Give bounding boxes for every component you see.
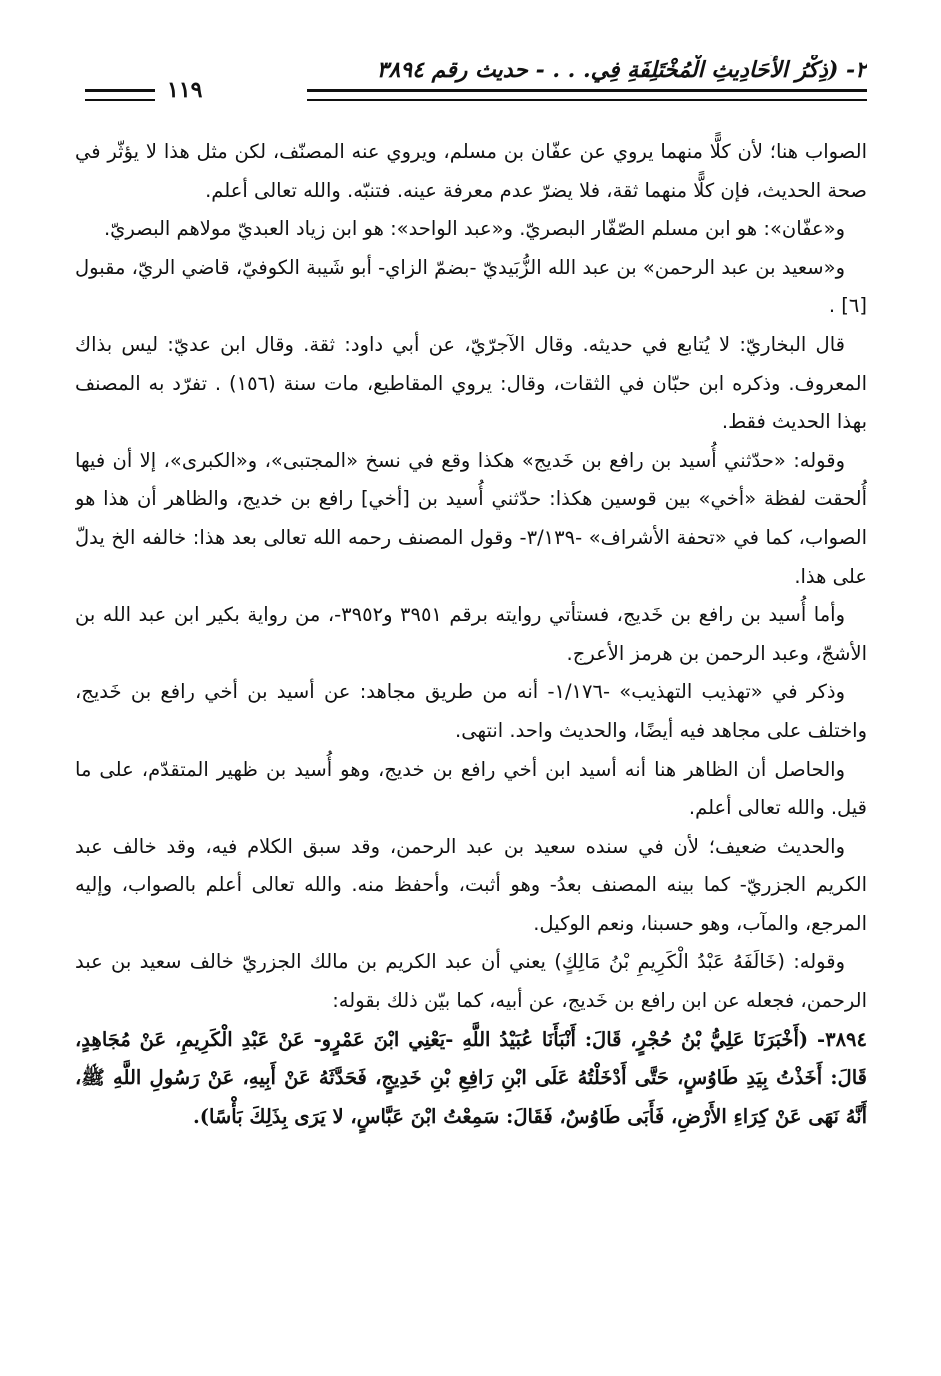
paragraph: و«سعيد بن عبد الرحمن» بن عبد الله الزُّبَيديّ -بضمّ الزاي- أبو شَيبة الكوفيّ، قاضي الريّ، مقبول [٦] . bbox=[75, 255, 867, 318]
paragraph: قال البخاريّ: لا يُتابع في حديثه. وقال الآجرّيّ، عن أبي داود: ثقة. وقال ابن عديّ: ليس بذاك المعروف. وذكره ابن حبّان في الثقات، وقال: يروي المقاطيع، مات سنة (١٥٦) . تفرّد به المصنف بهذا الحديث فقط. bbox=[75, 332, 867, 434]
main-text bbox=[75, 133, 867, 1136]
page-number: ١١٩ bbox=[167, 77, 203, 103]
paragraph: وقوله: (خَالَفَهُ عَبْدُ الْكَرِيمِ بْنُ مَالِكٍ) يعني أن عبد الكريم بن مالك الجزريّ خالف سعيد بن عبد الرحمن، فجعله عن ابن رافع بن خَديج، عن أبيه، كما بيّن ذلك بقوله: bbox=[75, 950, 867, 1013]
paragraph: وأما أُسيد بن رافع بن خَديج، فستأتي روايته برقم ٣٩٥١ و٣٩٥٢-، من رواية بكير ابن عبد الله بن الأشجّ، وعبد الرحمن بن هرمز الأعرج. bbox=[75, 603, 867, 665]
paragraph: و«عفّان»: هو ابن مسلم الصّفّار البصريّ. و«عبد الواحد»: هو ابن زياد العبديّ مولاهم البصريّ. bbox=[103, 217, 845, 241]
paragraph: الصواب هنا؛ لأن كلًّا منهما يروي عن عفّان بن مسلم، ويروي عنه المصنّف، لكن مثل هذا لا يؤثّر في صحة الحديث، فإن كلًّا منهما ثقة، فلا يضرّ عدم معرفة عينه. فتنبّه. والله تعالى أعلم. bbox=[75, 140, 867, 202]
paragraph: وذكر في «تهذيب التهذيب» -١/١٧٦- أنه من طريق مجاهد: عن أسيد بن أخي رافع بن خَديج، واختلف على مجاهد فيه أيضًا، والحديث واحد. انتهى. bbox=[75, 680, 867, 742]
book-page bbox=[75, 55, 867, 1345]
paragraph: والحاصل أن الظاهر هنا أنه أسيد ابن أخي رافع بن خديج، وهو أُسيد بن ظهير المتقدّم، على ما قيل. والله تعالى أعلم. bbox=[75, 757, 867, 820]
chapter-title: ٢- (ذِكْرُ الأَحَادِيثِ الْمُخْتَلِفَةِ فِي. . . - حديث رقم ٣٨٩٤ bbox=[376, 57, 867, 83]
hadith-text: ٣٨٩٤- (أَخْبَرَنَا عَلِيُّ بْنُ حُجْرٍ، قَالَ: أَنْبَأَنَا عُبَيْدُ اللَّهِ -يَعْنِي ابْنَ عَمْرٍو- عَنْ عَبْدِ الْكَرِيمِ، عَنْ مُجَاهِدٍ، قَالَ: أَخَذْتُ بِيَدِ طَاوُسٍ، حَتَّى أَدْخَلْتُهُ عَلَى ابْنِ رَافِعِ بْنِ خَدِيجٍ، فَحَدَّثَهُ عَنْ أَبِيهِ، عَنْ رَسُولِ اللَّهِ ﷺ، أَنَّهُ نَهَى عَنْ كِرَاءِ الأَرْضِ، فَأَبَى طَاوُسٌ، فَقَالَ: سَمِعْتُ ابْنَ عَبَّاسٍ، لا يَرَى بِذَلِكَ بَأْسًا). bbox=[75, 1027, 867, 1128]
paragraph: والحديث ضعيف؛ لأن في سنده سعيد بن عبد الرحمن، وقد سبق الكلام فيه، وقد خالف عبد الكريم الجزريّ- كما بينه المصنف بعدُ- وهو أثبت، وأحفظ منه. والله تعالى أعلم بالصواب، وإليه المرجع، والمآب، وهو حسبنا، ونعم الوكيل. bbox=[75, 834, 867, 935]
header-rule-short bbox=[85, 89, 155, 101]
running-header bbox=[75, 55, 867, 103]
header-rule-long bbox=[307, 89, 867, 101]
paragraph: وقوله: «حدّثني أُسيد بن رافع بن خَديج» هكذا وقع في نسخ «المجتبى»، و«الكبرى»، إلا أن فيها أُلحقت لفظة «أخي» بين قوسين هكذا: حدّثني أُسيد بن [أخي] رافع بن خديج، والظاهر أن هذا هو الصواب، كما في «تحفة الأشراف» -٣/١٣٩- وقول المصنف رحمه الله تعالى بعد هذا: خالفه الخ يدلّ على هذا. bbox=[75, 448, 867, 588]
